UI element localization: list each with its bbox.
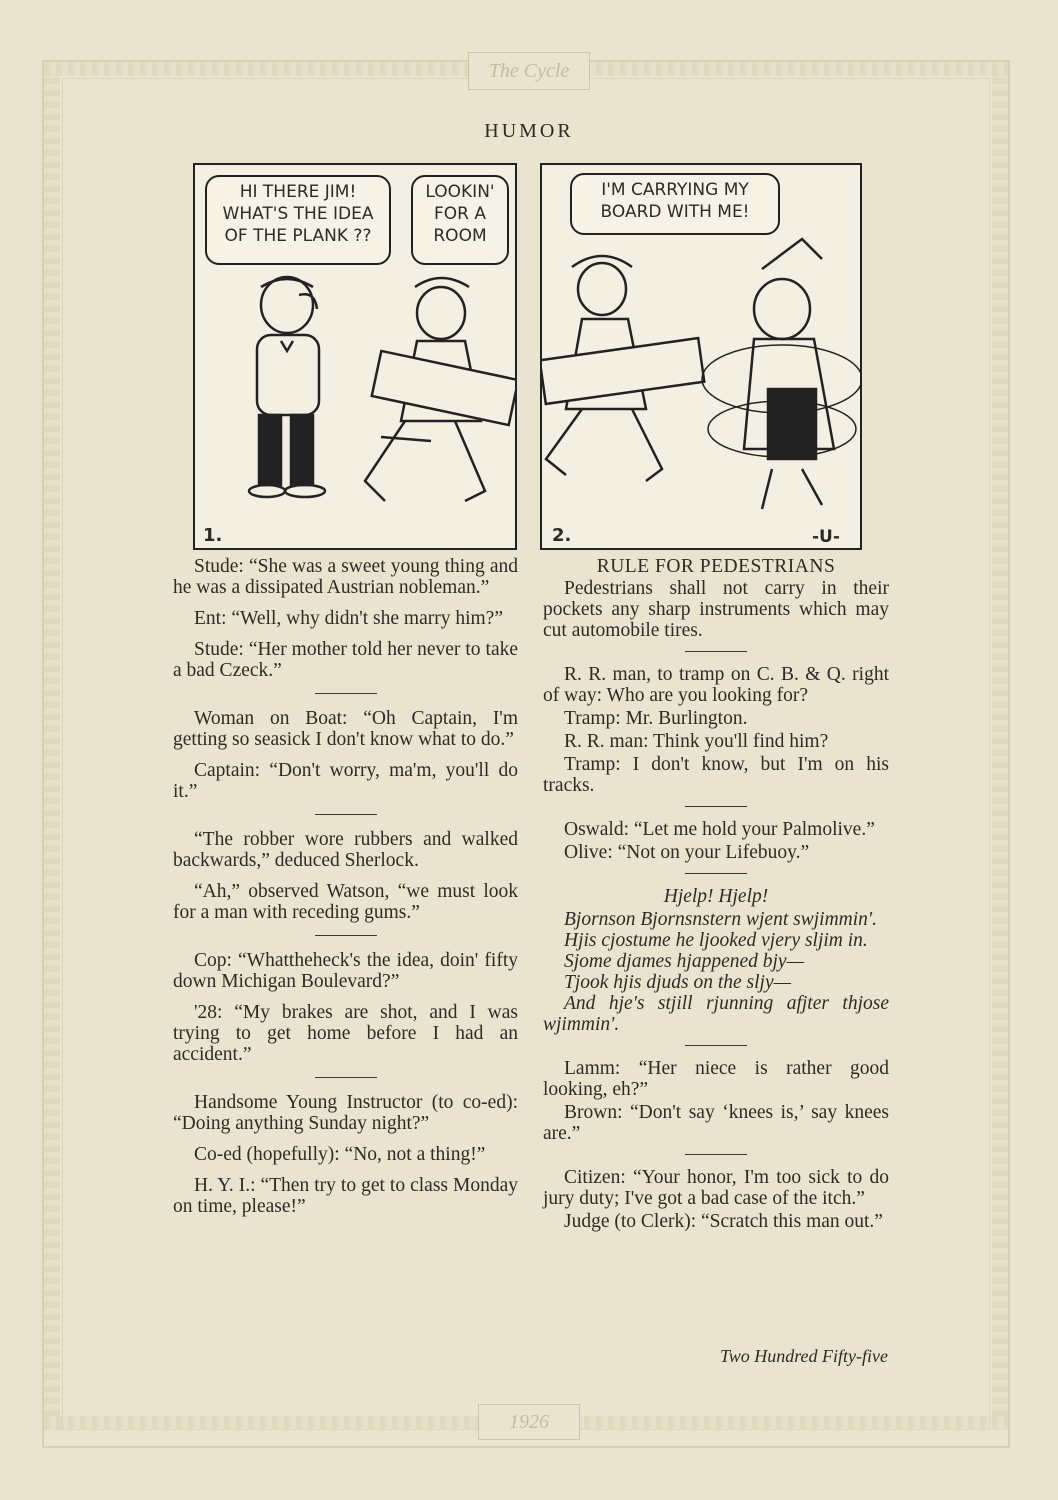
divider-rule: [685, 651, 747, 652]
rule-title: RULE FOR PEDESTRIANS: [596, 556, 836, 577]
divider-rule: [685, 1045, 747, 1046]
speech-bubble-greeting: HI THERE JIM! WHAT'S THE IDEA OF THE PLANK ??: [205, 175, 391, 265]
joke-paragraph: Captain: “Don't worry, ma'm, you'll do it.”: [173, 760, 518, 802]
joke-paragraph: “Ah,” observed Watson, “we must look for a man with receding gums.”: [173, 881, 518, 923]
divider-rule: [315, 693, 377, 694]
section-heading: HUMOR: [484, 120, 574, 142]
joke-paragraph: Brown: “Don't say ‘knees is,’ say knees are.”: [543, 1102, 889, 1144]
divider-rule: [315, 935, 377, 936]
right-column: [543, 556, 889, 1234]
cartoon-drawing-1: [195, 265, 515, 545]
year-footer: 1926: [478, 1404, 580, 1440]
running-title: The Cycle: [468, 52, 590, 90]
poem: [543, 886, 889, 1035]
joke-paragraph: R. R. man, to tramp on C. B. & Q. right of way: Who are you looking for?: [543, 664, 889, 706]
joke-paragraph: Tramp: Mr. Burlington.: [564, 708, 748, 729]
poem-line: Tjook hjis djuds on the sljy—: [564, 972, 791, 993]
cartoon-drawing-2: [542, 229, 860, 529]
poem-line: Bjornson Bjornsnstern wjent swjimmin'.: [564, 909, 877, 930]
speech-bubble-carrying: I'M CARRYING MY BOARD WITH ME!: [570, 173, 780, 235]
joke-paragraph: Oswald: “Let me hold your Palmolive.”: [564, 819, 875, 840]
divider-rule: [315, 814, 377, 815]
divider-rule: [685, 1154, 747, 1155]
speech-bubble-reply: LOOKIN' FOR A ROOM: [411, 175, 509, 265]
joke-paragraph: Stude: “Her mother told her never to take a bad Czeck.”: [173, 639, 518, 681]
joke-paragraph: Olive: “Not on your Lifebuoy.”: [564, 842, 810, 863]
rule-text: Pedestrians shall not carry in their pockets any sharp instruments which may cut automobile tires.: [543, 578, 889, 641]
joke-paragraph: '28: “My brakes are shot, and I was trying to get home before I had an accident.”: [173, 1002, 518, 1065]
joke-paragraph: Co-ed (hopefully): “No, not a thing!”: [194, 1144, 486, 1165]
poem-line: Sjome djames hjappened bjy—: [564, 951, 804, 972]
cartoon-panel-2: [540, 163, 862, 550]
divider-rule: [315, 1077, 377, 1078]
poem-line: And hje's stjill rjunning afjter thjose wjimmin'.: [543, 993, 889, 1035]
joke-paragraph: “The robber wore rubbers and walked backwards,” deduced Sherlock.: [173, 829, 518, 871]
joke-paragraph: Ent: “Well, why didn't she marry him?”: [194, 608, 503, 629]
left-column: [173, 556, 518, 1227]
joke-paragraph: Handsome Young Instructor (to co-ed): “Doing anything Sunday night?”: [173, 1092, 518, 1134]
joke-paragraph: R. R. man: Think you'll find him?: [564, 731, 829, 752]
joke-paragraph: Judge (to Clerk): “Scratch this man out.”: [564, 1211, 883, 1232]
cartoon-panel-1: [193, 163, 517, 550]
page-number: Two Hundred Fifty-five: [720, 1346, 888, 1366]
divider-rule: [685, 806, 747, 807]
panel-number-1: 1.: [203, 525, 223, 546]
artist-signature: -U-: [812, 527, 840, 547]
joke-paragraph: Stude: “She was a sweet young thing and he was a dissipated Austrian nobleman.”: [173, 556, 518, 598]
joke-paragraph: Citizen: “Your honor, I'm too sick to do jury duty; I've got a bad case of the itch.”: [543, 1167, 889, 1209]
joke-paragraph: Woman on Boat: “Oh Captain, I'm getting so seasick I don't know what to do.”: [173, 708, 518, 750]
joke-paragraph: H. Y. I.: “Then try to get to class Monday on time, please!”: [173, 1175, 518, 1217]
divider-rule: [685, 873, 747, 874]
joke-paragraph: Cop: “Whattheheck's the idea, doin' fifty down Michigan Boulevard?”: [173, 950, 518, 992]
joke-paragraph: Lamm: “Her niece is rather good looking, eh?”: [543, 1058, 889, 1100]
poem-title: Hjelp! Hjelp!: [663, 886, 769, 907]
poem-line: Hjis cjostume he ljooked vjery sljim in.: [564, 930, 868, 951]
panel-number-2: 2.: [552, 525, 572, 546]
joke-paragraph: Tramp: I don't know, but I'm on his tracks.: [543, 754, 889, 796]
